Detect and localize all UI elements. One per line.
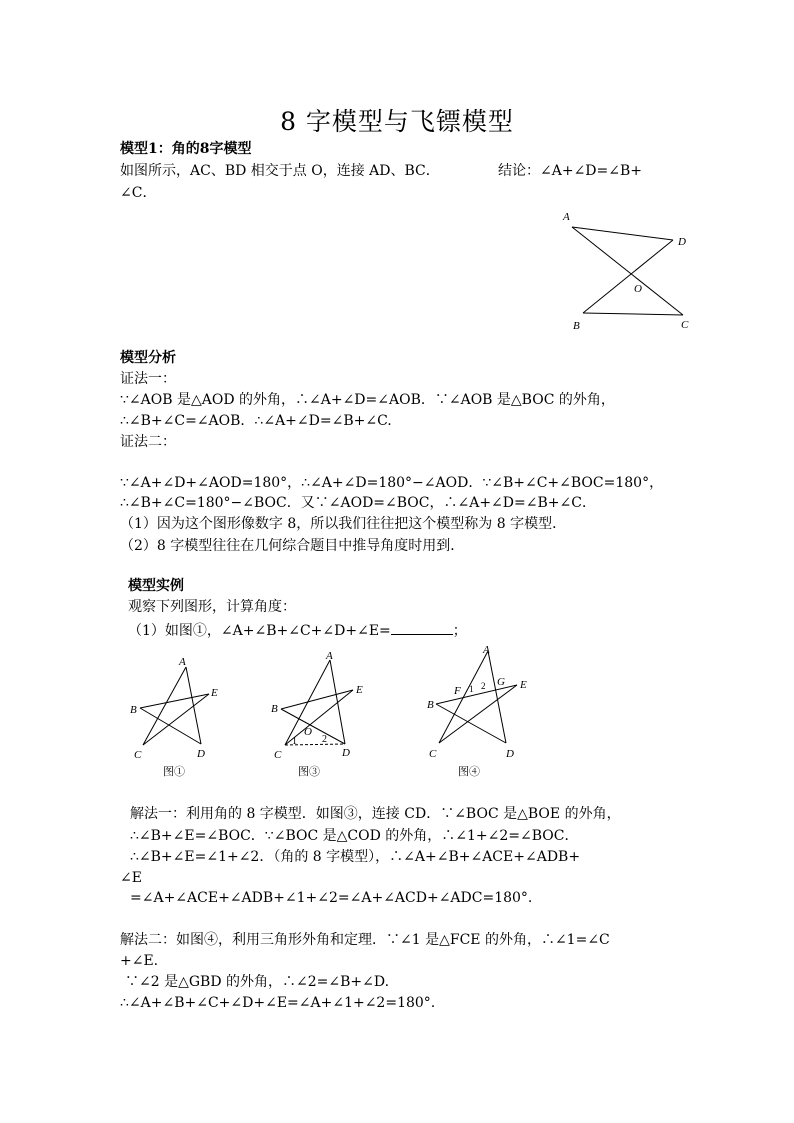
fig4-label-b: B [427, 699, 434, 711]
fig3-label-a: A [326, 650, 333, 662]
solution1-line5: =∠A+∠ACE+∠ADB+∠1+∠2=∠A+∠ACD+∠ADC=180°. [130, 890, 533, 906]
figure-3 [268, 650, 380, 782]
figure-8-model [555, 205, 695, 335]
solution2-line1: 解法二：如图④，利用三角形外角和定理．∵∠1 是△FCE 的外角，∴∠1=∠C [120, 932, 610, 948]
proof2-line1: ∵∠A+∠D+∠AOD=180°，∴∠A+∠D=180°−∠AOD．∵∠B+∠C+∠BOC=180°， [120, 475, 664, 491]
fig1-label-a: A [179, 656, 186, 668]
page-title: 8 字模型与飞镖模型 [280, 107, 514, 136]
proof1-line1: ∵∠AOB 是△AOD 的外角，∴∠A+∠D=∠AOB．∵∠AOB 是△BOC 的外角， [120, 392, 615, 408]
model1-text-cont: ∠C． [120, 185, 157, 201]
fig4-label-c: C [429, 748, 437, 760]
fig3-label-1: 1 [292, 736, 297, 747]
fig4-label-d: D [506, 748, 514, 760]
solution2-line2: +∠E. [120, 953, 159, 969]
model1-text: 如图所示，AC、BD 相交于点 O，连接 AD、BC． [120, 163, 440, 179]
fig3-caption: 图③ [298, 766, 320, 778]
model1-heading: 模型1：角的8字模型 [120, 141, 252, 157]
question-end: ； [452, 623, 467, 639]
figure-1 [125, 650, 230, 782]
solution1-line4: ∠E [120, 870, 142, 886]
fig1-label-e: E [211, 687, 218, 699]
note-1: （1）因为这个图形像数字 8，所以我们往往把这个模型称为 8 字模型． [120, 516, 567, 532]
solution2-line4: ∴∠A+∠B+∠C+∠D+∠E=∠A+∠1+∠2=180°. [120, 995, 436, 1011]
proof2-line2: ∴∠B+∠C=180°−∠BOC．又∵∠AOD=∠BOC，∴∠A+∠D=∠B+∠C． [120, 495, 596, 511]
note-2: （2）8 字模型往往在几何综合题目中推导角度时用到． [120, 538, 465, 554]
solution2-line3: ∵∠2 是△GBD 的外角，∴∠2=∠B+∠D. [125, 974, 390, 990]
example-heading: 模型实例 [128, 578, 184, 594]
label-o: O [634, 283, 642, 295]
label-a: A [563, 211, 570, 223]
fig3-label-2: 2 [322, 734, 327, 745]
figure-4 [420, 640, 532, 782]
fig3-label-o: O [304, 726, 312, 738]
fig3-label-e: E [356, 684, 363, 696]
fig1-label-c: C [134, 749, 142, 761]
fig4-label-f: F [454, 685, 461, 697]
fig3-label-b: B [271, 703, 278, 715]
analysis-heading: 模型分析 [120, 350, 176, 366]
fig1-caption: 图① [163, 766, 185, 778]
label-b: B [573, 320, 580, 332]
solution1-line1: 解法一：利用角的 8 字模型．如图③，连接 CD．∵∠BOC 是△BOE 的外角， [130, 806, 621, 822]
label-c: C [681, 319, 689, 331]
label-d: D [678, 236, 686, 248]
solution1-line3: ∴∠B+∠E=∠1+∠2．（角的 8 字模型），∴∠A+∠B+∠ACE+∠ADB+ [130, 849, 581, 865]
model1-conclusion: 结论：∠A+∠D=∠B+ [498, 163, 643, 179]
solution1-line2: ∴∠B+∠E=∠BOC．∵∠BOC 是△COD 的外角，∴∠1+∠2=∠BOC． [130, 828, 579, 844]
fig3-label-d: D [342, 747, 350, 759]
answer-blank [391, 620, 453, 635]
question-text: （1）如图①，∠A+∠B+∠C+∠D+∠E= [128, 623, 391, 639]
fig4-label-g: G [497, 676, 505, 688]
fig4-label-1: 1 [469, 684, 474, 694]
fig4-label-e: E [520, 679, 527, 691]
fig4-caption: 图④ [458, 766, 480, 778]
fig4-label-2: 2 [481, 681, 486, 691]
proof1-label: 证法一： [120, 371, 176, 387]
fig1-label-d: D [197, 748, 205, 760]
proof1-line2: ∴∠B+∠C=∠AOB．∴∠A+∠D=∠B+∠C. [120, 413, 392, 429]
fig3-label-c: C [274, 749, 282, 761]
proof2-label: 证法二： [120, 434, 176, 450]
example-question [128, 620, 467, 640]
example-intro: 观察下列图形，计算角度： [128, 599, 296, 615]
fig4-label-a: A [483, 644, 490, 656]
fig1-label-b: B [130, 704, 137, 716]
